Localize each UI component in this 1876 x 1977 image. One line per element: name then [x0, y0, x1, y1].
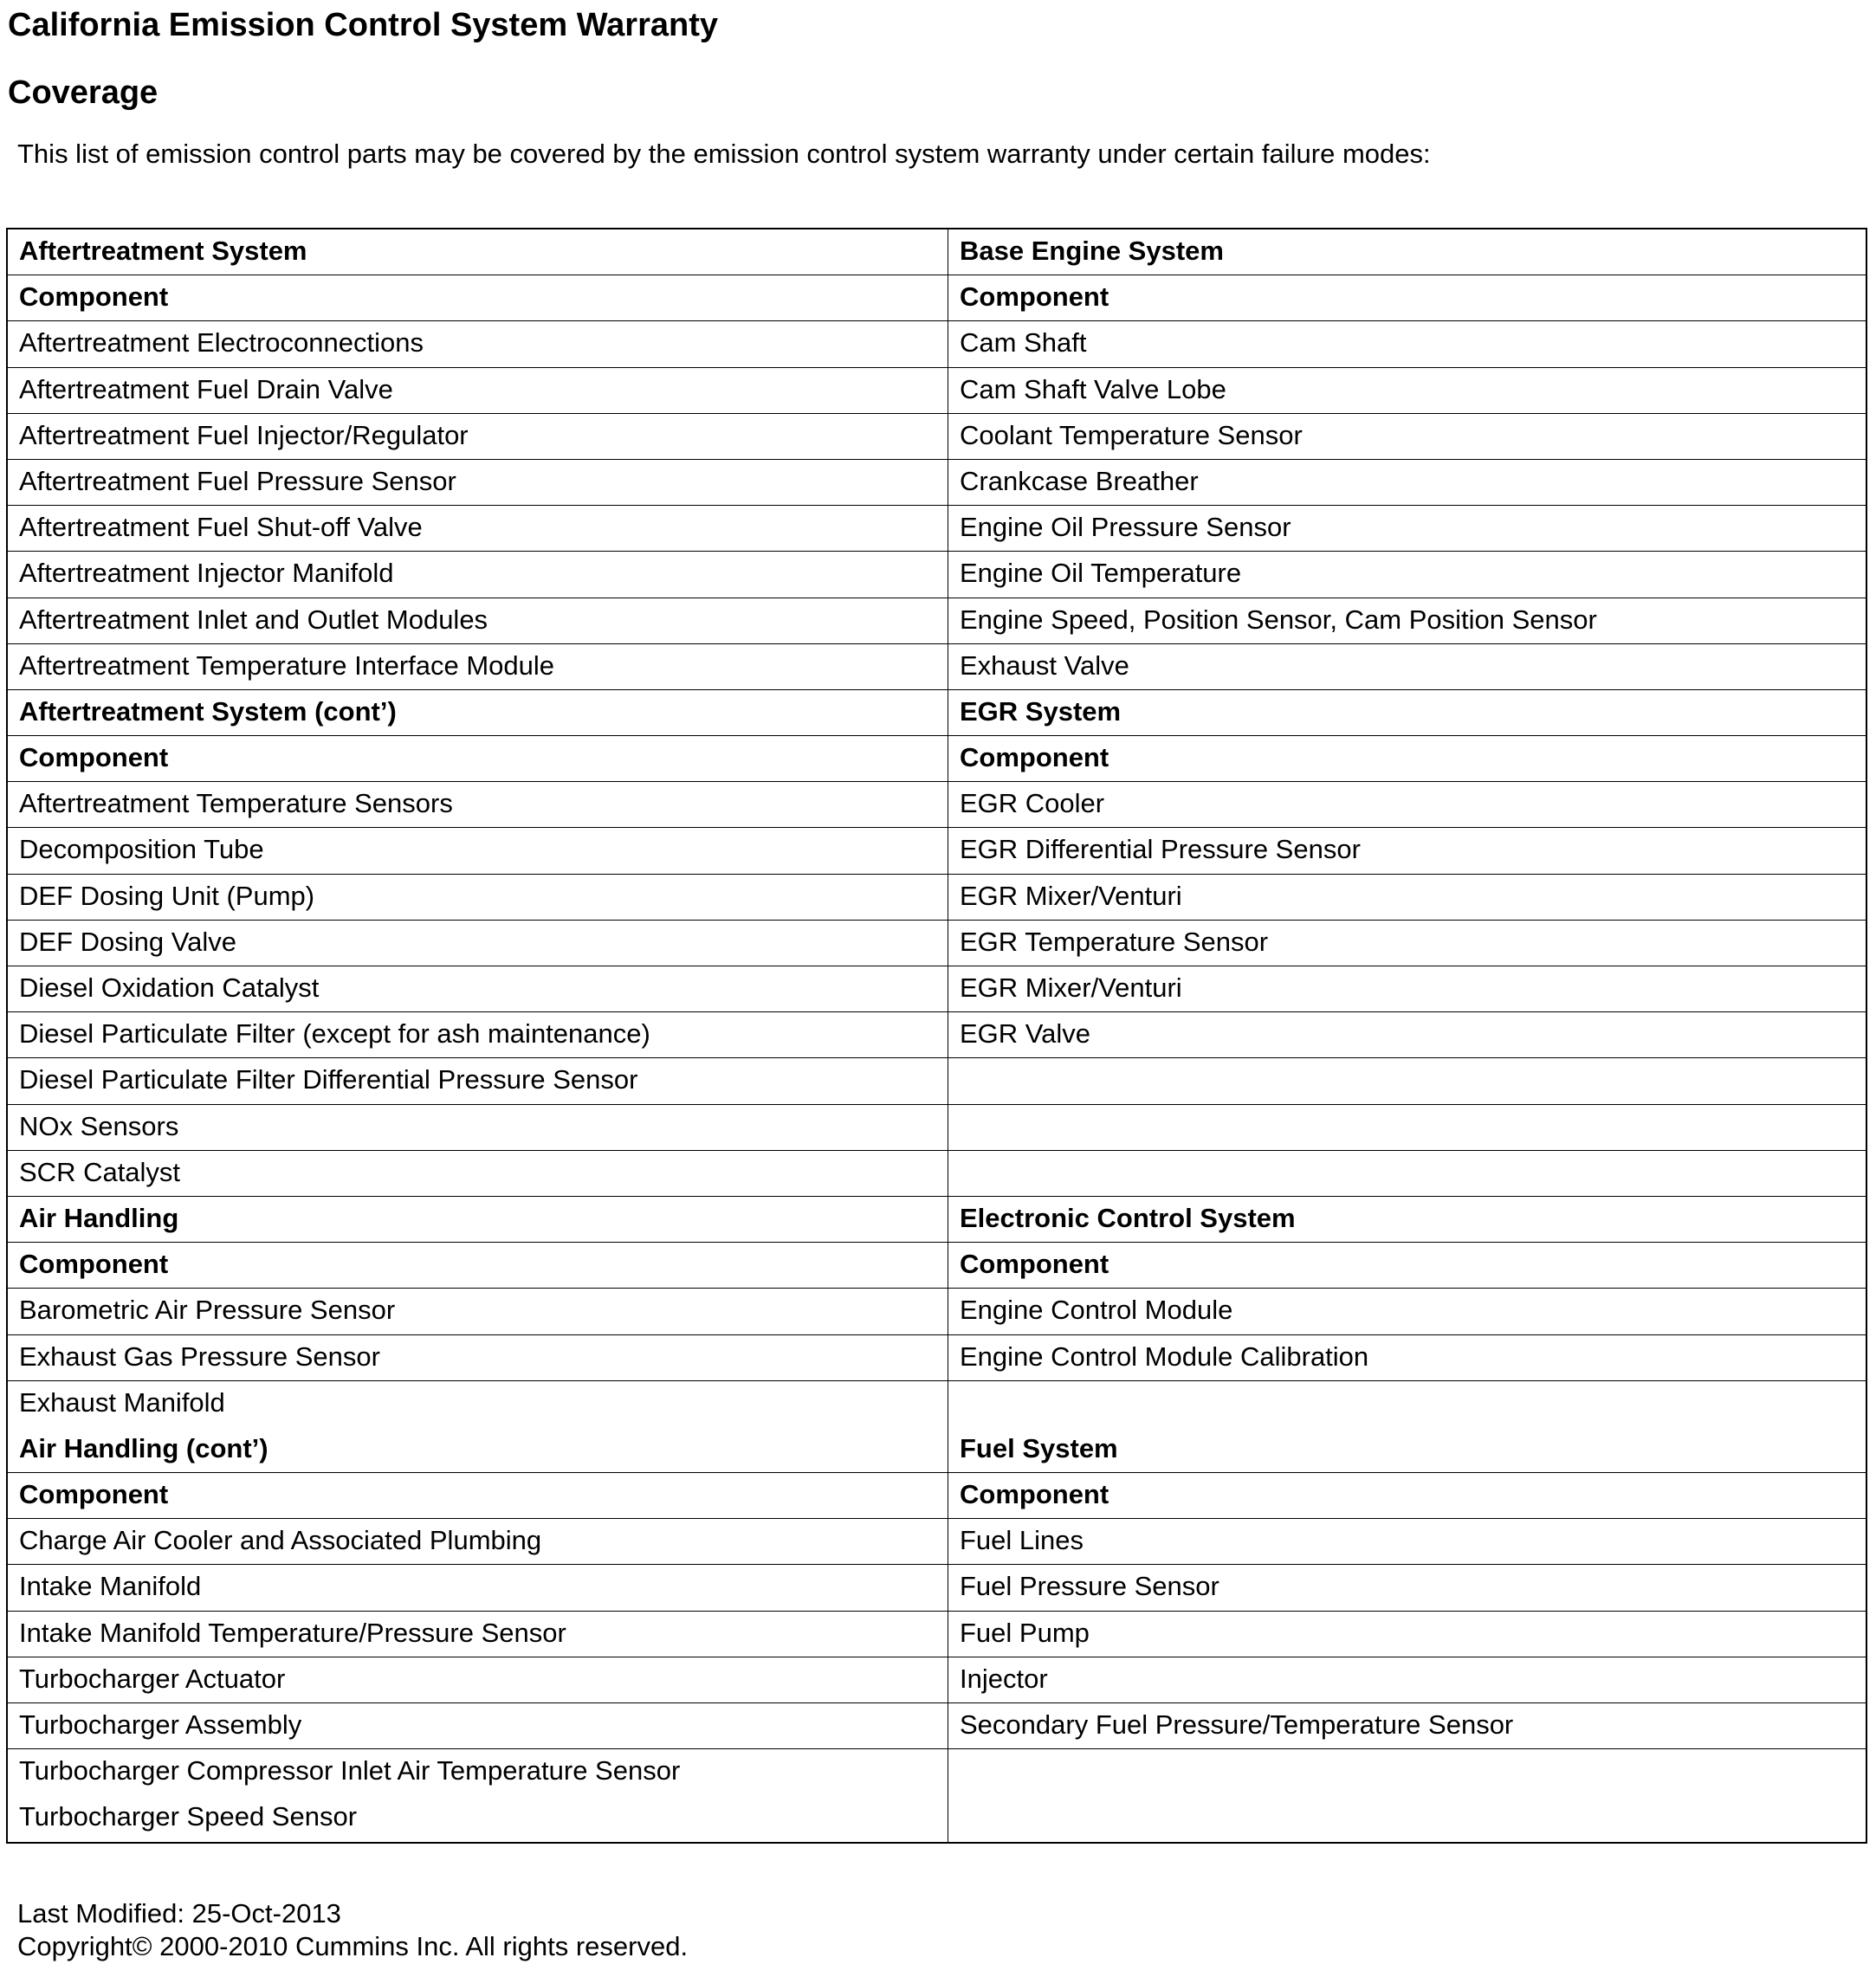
table-row [8, 966, 1866, 1012]
table-cell-right: EGR Temperature Sensor [960, 926, 1269, 957]
table-row [8, 1565, 1866, 1611]
components-table [6, 228, 1867, 1844]
table-cell-left: NOx Sensors [8, 1105, 948, 1150]
table-cell-right: Crankcase Breather [960, 465, 1199, 496]
table-cell-left: Exhaust Gas Pressure Sensor [8, 1335, 948, 1380]
table-cell-right: Fuel Pressure Sensor [960, 1571, 1219, 1602]
table-cell-left: Component [8, 275, 948, 320]
table-cell-left: Charge Air Cooler and Associated Plumbing [8, 1519, 948, 1564]
table-cell-right: Exhaust Valve [960, 649, 1129, 681]
table-row [8, 368, 1866, 414]
table-row [8, 1795, 1866, 1841]
intro-text: This list of emission control parts may be covered by the emission control system warranty under certain failure modes: [17, 139, 1431, 169]
table-cell-right [948, 1795, 1866, 1841]
table-cell-left: Component [8, 1473, 948, 1518]
table-cell-right: Engine Speed, Position Sensor, Cam Position Sensor [960, 604, 1597, 635]
table-cell-right: Fuel System [960, 1432, 1118, 1463]
table-cell-left: Intake Manifold Temperature/Pressure Sensor [8, 1612, 948, 1657]
table-row [8, 921, 1866, 966]
table-cell-right: Cam Shaft Valve Lobe [960, 373, 1226, 404]
table-cell-left: Intake Manifold [8, 1565, 948, 1610]
table-row [8, 552, 1866, 598]
table-cell-right [948, 1105, 1866, 1150]
table-cell-left: Aftertreatment System (cont’) [8, 690, 948, 735]
table-cell-right: EGR Valve [960, 1018, 1091, 1050]
table-row [8, 1657, 1866, 1703]
table-cell-left: Aftertreatment System [8, 229, 948, 275]
table-cell-right: EGR System [960, 695, 1122, 727]
table-cell-left: Aftertreatment Inlet and Outlet Modules [8, 598, 948, 643]
table-cell-left: Aftertreatment Injector Manifold [8, 552, 948, 597]
table-row [8, 1105, 1866, 1151]
table-cell-right: Fuel Lines [960, 1525, 1084, 1556]
table-cell-left: Aftertreatment Fuel Drain Valve [8, 368, 948, 413]
table-cell-right: Injector [960, 1663, 1048, 1694]
table-row [8, 1058, 1866, 1104]
table-row [8, 414, 1866, 460]
table-header-row [8, 229, 1866, 275]
table-cell-right: EGR Cooler [960, 788, 1105, 819]
table-cell-right: Engine Control Module Calibration [960, 1341, 1369, 1372]
table-cell-left: DEF Dosing Valve [8, 921, 948, 966]
table-cell-right [948, 1151, 1866, 1196]
table-row [8, 1012, 1866, 1058]
table-cell-right: Cam Shaft [960, 327, 1087, 359]
table-cell-right: Electronic Control System [960, 1202, 1296, 1233]
table-cell-left: Diesel Oxidation Catalyst [8, 966, 948, 1011]
table-row [8, 644, 1866, 690]
copyright: Copyright© 2000-2010 Cummins Inc. All rights reserved. [17, 1931, 689, 1961]
table-cell-right: Component [960, 1479, 1109, 1510]
table-cell-left: Turbocharger Speed Sensor [8, 1795, 948, 1841]
table-cell-left: Aftertreatment Temperature Interface Module [8, 644, 948, 689]
table-cell-right [948, 1058, 1866, 1103]
table-row [8, 1335, 1866, 1381]
table-cell-left: Barometric Air Pressure Sensor [8, 1289, 948, 1334]
table-header-row [8, 736, 1866, 782]
table-header-row [8, 690, 1866, 736]
table-cell-left: Turbocharger Compressor Inlet Air Temperature Sensor [8, 1749, 948, 1795]
table-header-row [8, 1197, 1866, 1243]
table-row [8, 1289, 1866, 1334]
table-row [8, 460, 1866, 506]
section-heading: Coverage [8, 74, 158, 111]
table-row [8, 598, 1866, 644]
table-row [8, 1612, 1866, 1657]
table-cell-right: Secondary Fuel Pressure/Temperature Sensor [960, 1709, 1514, 1740]
table-row [8, 782, 1866, 828]
table-cell-left: Exhaust Manifold [8, 1381, 948, 1427]
last-modified: Last Modified: 25-Oct-2013 [17, 1898, 341, 1929]
table-cell-right: Coolant Temperature Sensor [960, 419, 1303, 450]
table-row [8, 1703, 1866, 1749]
table-header-row [8, 1243, 1866, 1289]
table-row [8, 875, 1866, 921]
table-cell-left: Aftertreatment Electroconnections [8, 321, 948, 366]
table-cell-left: Diesel Particulate Filter Differential Pressure Sensor [8, 1058, 948, 1103]
table-cell-left: Decomposition Tube [8, 828, 948, 873]
table-cell-left: DEF Dosing Unit (Pump) [8, 875, 948, 920]
table-cell-right: Component [960, 1249, 1109, 1280]
table-row [8, 1749, 1866, 1795]
table-cell-left: SCR Catalyst [8, 1151, 948, 1196]
table-header-row [8, 1427, 1866, 1473]
table-cell-left: Turbocharger Assembly [8, 1703, 948, 1748]
table-cell-left: Component [8, 736, 948, 781]
table-cell-right: EGR Differential Pressure Sensor [960, 834, 1361, 865]
table-row [8, 321, 1866, 367]
table-cell-left: Air Handling [8, 1197, 948, 1242]
table-cell-right [948, 1381, 1866, 1427]
table-header-row [8, 275, 1866, 321]
page-title: California Emission Control System Warranty [8, 7, 718, 43]
table-cell-right: EGR Mixer/Venturi [960, 972, 1182, 1003]
table-row [8, 1381, 1866, 1427]
table-cell-right: Fuel Pump [960, 1617, 1090, 1648]
table-row [8, 1519, 1866, 1565]
table-row [8, 506, 1866, 552]
table-cell-left: Aftertreatment Fuel Shut-off Valve [8, 506, 948, 551]
table-cell-left: Diesel Particulate Filter (except for ash maintenance) [8, 1012, 948, 1057]
table-cell-left: Turbocharger Actuator [8, 1657, 948, 1702]
table-row [8, 1151, 1866, 1197]
table-cell-right: EGR Mixer/Venturi [960, 880, 1182, 911]
table-cell-right: Base Engine System [960, 236, 1224, 266]
table-cell-left: Aftertreatment Fuel Injector/Regulator [8, 414, 948, 459]
table-cell-right: Engine Oil Pressure Sensor [960, 512, 1291, 543]
table-row [8, 828, 1866, 874]
table-cell-right [948, 1749, 1866, 1795]
table-cell-left: Aftertreatment Fuel Pressure Sensor [8, 460, 948, 505]
table-header-row [8, 1473, 1866, 1519]
table-cell-right: Component [960, 742, 1109, 773]
table-cell-right: Engine Oil Temperature [960, 558, 1242, 589]
table-cell-left: Aftertreatment Temperature Sensors [8, 782, 948, 827]
table-cell-right: Engine Control Module [960, 1295, 1233, 1326]
table-cell-left: Air Handling (cont’) [8, 1427, 948, 1472]
table-cell-right: Component [960, 281, 1109, 313]
table-cell-left: Component [8, 1243, 948, 1288]
